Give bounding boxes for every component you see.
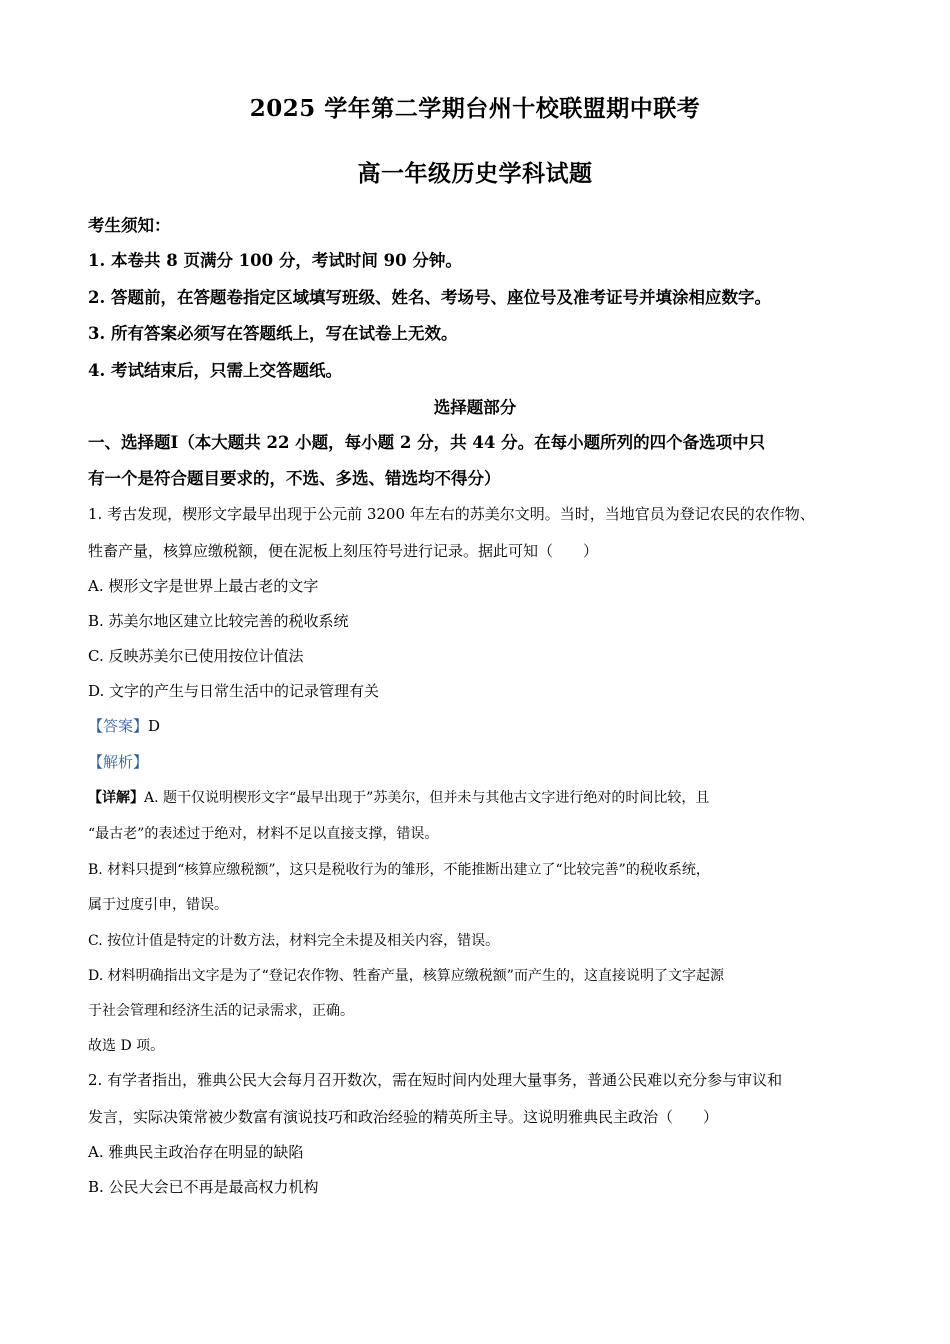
q1-option-b: B. 苏美尔地区建立比较完善的税收系统 [88, 612, 349, 630]
exam-title: 2025 学年第二学期台州十校联盟期中联考 [249, 95, 701, 122]
q1-detail-line7: 于社会管理和经济生活的记录需求，正确。 [88, 1003, 354, 1019]
q1-analysis-label: 【解析】 [88, 753, 149, 771]
q1-answer [88, 715, 160, 736]
q1-option-d: D. 文字的产生与日常生活中的记录管理有关 [88, 682, 380, 700]
q1-detail-line2: “最古老”的表述过于绝对，材料不足以直接支撑，错误。 [88, 826, 439, 842]
notice-item-3: 3. 所有答案必须写在答题纸上，写在试卷上无效。 [88, 324, 458, 343]
q1-option-c: C. 反映苏美尔已使用按位计值法 [88, 647, 304, 665]
section-instruction-1: 一、选择题Ⅰ（本大题共 22 小题，每小题 2 分，共 44 分。在每小题所列的四个备选项中只 [88, 433, 766, 452]
detail-text: A. 题干仅说明楔形文字“最早出现于”苏美尔，但并未与其他古文字进行绝对的时间比较，且 [144, 790, 710, 806]
notice-item-2: 2. 答题前，在答题卷指定区域填写班级、姓名、考场号、座位号及准考证号并填涂相应数字。 [88, 288, 771, 307]
q1-detail-line1 [88, 787, 709, 807]
section-instruction-2: 有一个是符合题目要求的，不选、多选、错选均不得分） [88, 469, 501, 488]
q2-option-b: B. 公民大会已不再是最高权力机构 [88, 1178, 319, 1196]
section-title: 选择题部分 [433, 398, 517, 417]
notice-item-4: 4. 考试结束后，只需上交答题纸。 [88, 361, 342, 380]
q1-stem-line2: 牲畜产量，核算应缴税额，便在泥板上刻压符号进行记录。据此可知（ ） [88, 542, 599, 560]
q1-detail-line8: 故选 D 项。 [88, 1038, 165, 1054]
q1-stem-line1: 1. 考古发现，楔形文字最早出现于公元前 3200 年左右的苏美尔文明。当时，当地官员为登记农民的农作物、 [88, 505, 815, 523]
q1-detail-line4: 属于过度引申，错误。 [88, 897, 228, 913]
q1-detail-line6: D. 材料明确指出文字是为了“登记农作物、牲畜产量，核算应缴税额”而产生的，这直接说明了文字起源 [88, 968, 724, 984]
q1-detail-line5: C. 按位计值是特定的计数方法，材料完全未提及相关内容，错误。 [88, 933, 500, 949]
q1-option-a: A. 楔形文字是世界上最古老的文字 [88, 577, 319, 595]
answer-label: 【答案】 [88, 717, 149, 735]
q2-option-a: A. 雅典民主政治存在明显的缺陷 [88, 1143, 304, 1161]
q2-stem-line1: 2. 有学者指出，雅典公民大会每月召开数次，需在短时间内处理大量事务，普通公民难以充分参与审议和 [88, 1071, 783, 1089]
notice-item-1: 1. 本卷共 8 页满分 100 分，考试时间 90 分钟。 [88, 251, 462, 270]
q1-detail-line3: B. 材料只提到“核算应缴税额”，这只是税收行为的雏形，不能推断出建立了“比较完善”的税收系统， [88, 862, 710, 878]
notice-heading: 考生须知： [88, 216, 171, 235]
exam-subtitle: 高一年级历史学科试题 [357, 160, 593, 187]
detail-label: 【详解】 [88, 790, 144, 806]
answer-value: D [148, 717, 161, 735]
q2-stem-line2: 发言，实际决策常被少数富有演说技巧和政治经验的精英所主导。这说明雅典民主政治（ ） [88, 1108, 719, 1126]
